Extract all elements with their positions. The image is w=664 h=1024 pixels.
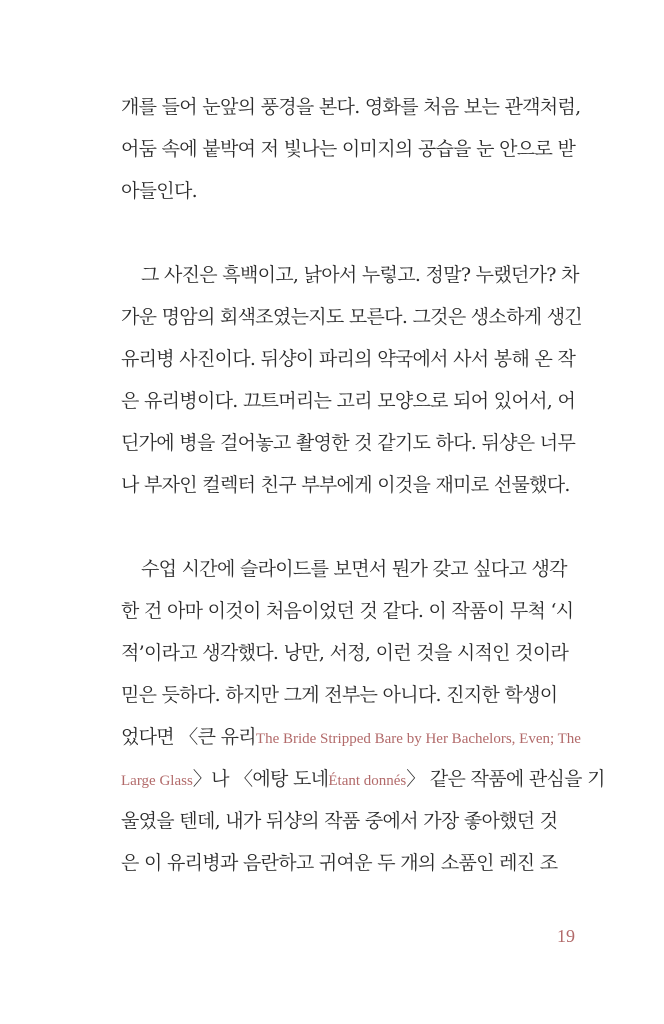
paragraph-2-line-1: 그 사진은 흑백이고, 낡아서 누렇고. 정말? 누랬던가? 차 xyxy=(141,264,579,286)
paragraph-3-line-2: 한 건 아마 이것이 처음이었던 것 같다. 이 작품이 무척 ‘시 xyxy=(121,600,574,622)
paragraph-2-line-5: 딘가에 병을 걸어놓고 촬영한 것 같기도 하다. 뒤샹은 너무 xyxy=(121,432,576,454)
korean-text: 〉 같은 작품에 관심을 기 xyxy=(406,768,605,790)
artwork-title-large-glass: The Bride Stripped Bare by Her Bachelors, Even; The xyxy=(255,731,581,747)
paragraph-3-line-4: 믿은 듯하다. 하지만 그게 전부는 아니다. 진지한 학생이 xyxy=(121,684,558,706)
paragraph-gap xyxy=(121,506,581,548)
artwork-title-large-glass-end: Large Glass xyxy=(121,773,193,789)
paragraph-2-line-3: 유리병 사진이다. 뒤샹이 파리의 약국에서 사서 봉해 온 작 xyxy=(121,348,576,370)
paragraph-3-line-8: 은 이 유리병과 음란하고 귀여운 두 개의 소품인 레진 조 xyxy=(121,852,558,874)
paragraph-2-line-4: 은 유리병이다. 끄트머리는 고리 모양으로 되어 있어서, 어 xyxy=(121,390,576,412)
paragraph-3-line-3: 적’이라고 생각했다. 낭만, 서정, 이런 것을 시적인 것이라 xyxy=(121,642,569,664)
paragraph-3-line-5 xyxy=(121,716,581,758)
artwork-title-etant-donnes: Étant donnés xyxy=(328,773,407,789)
paragraph-3-line-1: 수업 시간에 슬라이드를 보면서 뭔가 갖고 싶다고 생각 xyxy=(141,558,567,580)
paragraph-2-line-6: 나 부자인 컬렉터 친구 부부에게 이것을 재미로 선물했다. xyxy=(121,474,570,496)
paragraph-3-line-7: 울였을 텐데, 내가 뒤샹의 작품 중에서 가장 좋아했던 것 xyxy=(121,810,558,832)
paragraph-1-line-3: 아들인다. xyxy=(121,180,197,202)
paragraph-1-line-1: 개를 들어 눈앞의 풍경을 본다. 영화를 처음 보는 관객처럼, xyxy=(121,96,581,118)
paragraph-gap xyxy=(121,212,581,254)
page-number: 19 xyxy=(557,926,575,946)
paragraph-3-line-6 xyxy=(121,758,605,800)
body-text xyxy=(121,86,605,884)
paragraph-2-line-2: 가운 명암의 회색조였는지도 모른다. 그것은 생소하게 생긴 xyxy=(121,306,583,328)
paragraph-1-line-2: 어둠 속에 붙박여 저 빛나는 이미지의 공습을 눈 안으로 받 xyxy=(121,138,576,160)
korean-text: 〉나 〈에탕 도네 xyxy=(192,768,329,790)
korean-text: 었다면 〈큰 유리 xyxy=(121,726,256,748)
